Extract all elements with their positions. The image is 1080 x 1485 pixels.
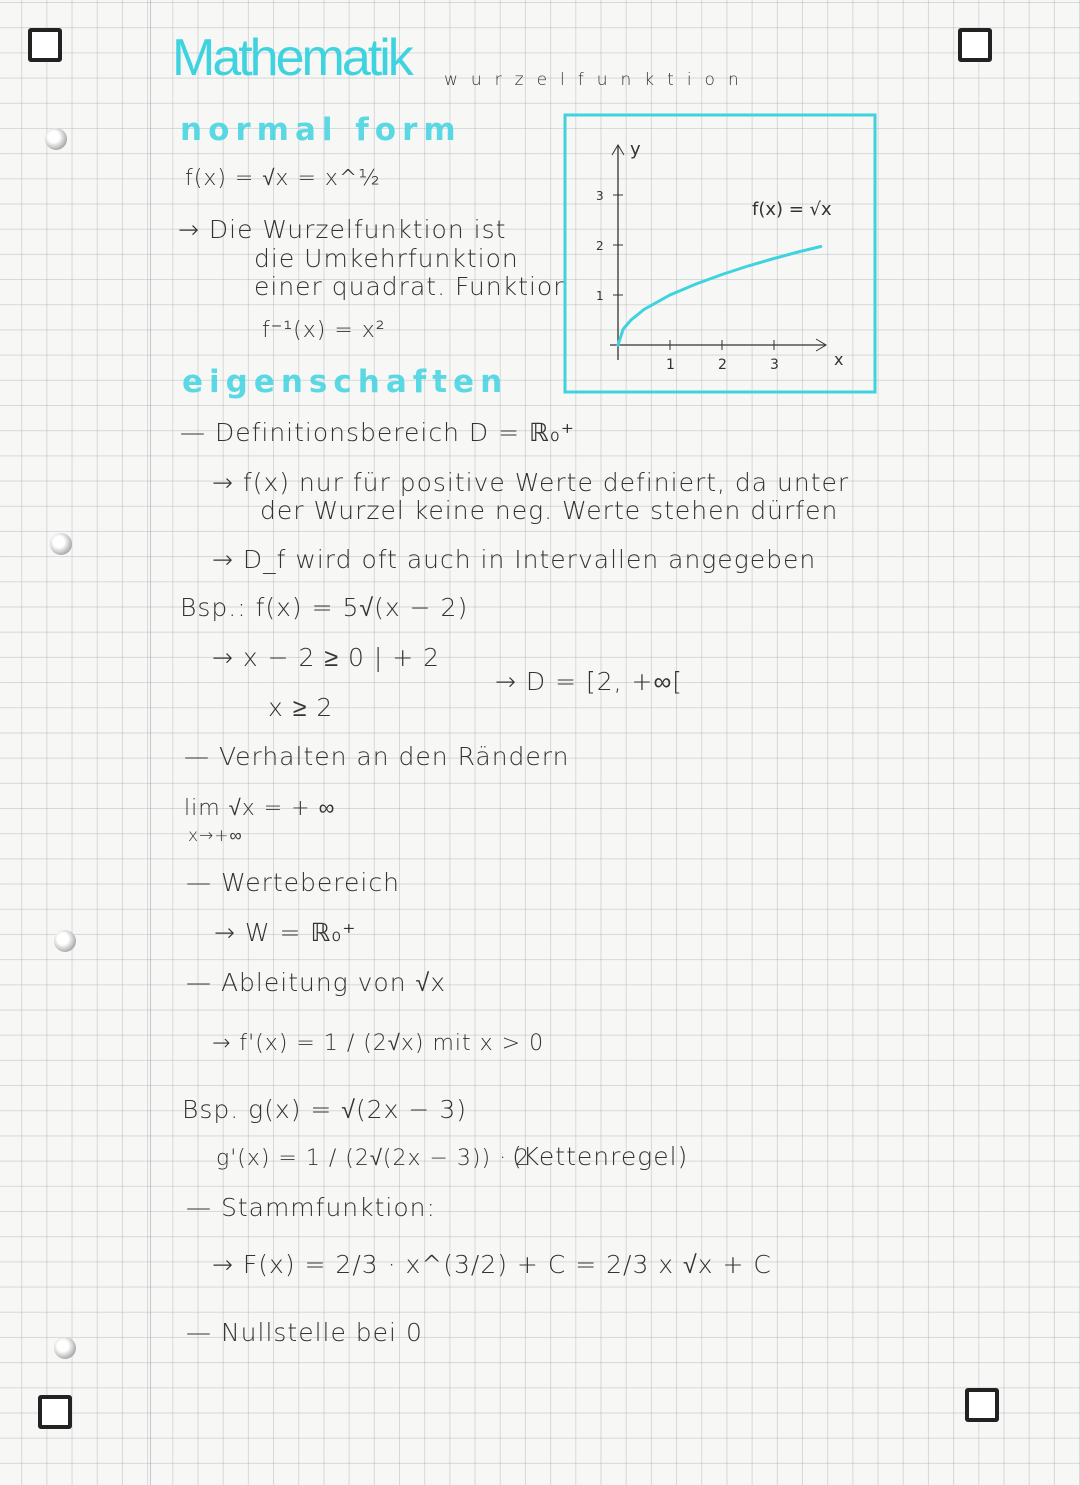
punch-hole [50, 533, 72, 555]
formula-line: → x − 2 ≥ 0 | + 2 [212, 643, 441, 672]
text-line: — Verhalten an den Rändern [184, 742, 570, 771]
punch-hole [54, 930, 76, 952]
function-curve [618, 247, 821, 346]
scan-corner-marker [958, 28, 992, 62]
text-line: — Definitionsbereich D = ℝ₀⁺ [180, 418, 575, 447]
formula-line: → D = [2, +∞[ [495, 667, 684, 696]
y-axis-label: y [630, 139, 641, 160]
formula-line: Bsp.: f(x) = 5√(x − 2) [180, 593, 469, 622]
formula-line: f⁻¹(x) = x² [262, 318, 386, 343]
punch-hole [54, 1337, 76, 1359]
page-title: Mathematik [172, 29, 411, 87]
x-tick-label: 2 [718, 357, 727, 373]
x-tick-label: 3 [770, 357, 779, 373]
punch-hole [45, 128, 67, 150]
text-line: der Wurzel keine neg. Werte stehen dürfen [260, 496, 839, 525]
scan-corner-marker [28, 28, 62, 62]
formula-line: → W = ℝ₀⁺ [214, 918, 357, 947]
formula-line: x ≥ 2 [268, 693, 334, 722]
formula-line: → F(x) = 2/3 · x^(3/2) + C = 2/3 x √x + C [212, 1250, 772, 1279]
page-subtitle: wurzelfunktion [444, 70, 752, 90]
y-tick-label: 1 [596, 289, 604, 303]
section-heading-normalform: normal form [180, 112, 462, 148]
section-heading-eigenschaften: eigenschaften [182, 364, 509, 400]
text-line: → f(x) nur für positive Werte definiert, da unter [212, 468, 850, 497]
text-line: — Nullstelle bei 0 [186, 1318, 423, 1347]
formula-line: → f'(x) = 1 / (2√x) mit x > 0 [212, 1031, 545, 1056]
curve-label: f(x) = √x [752, 199, 832, 220]
formula-line: lim √x = + ∞ [184, 796, 336, 821]
scan-corner-marker [965, 1388, 999, 1422]
y-tick-label: 3 [596, 189, 604, 203]
text-line: — Wertebereich [186, 868, 400, 897]
scan-corner-marker [38, 1395, 72, 1429]
formula-line: f(x) = √x = x^½ [185, 166, 381, 191]
text-line: einer quadrat. Funktion [254, 272, 571, 301]
text-line: → D_f wird oft auch in Intervallen angegeben [212, 545, 817, 574]
page-margin-line [150, 0, 151, 1485]
sqrt-function-graph [560, 110, 880, 400]
y-tick-label: 2 [596, 239, 604, 253]
text-line: die Umkehrfunktion [254, 244, 519, 273]
formula-subscript: x→+∞ [188, 826, 243, 846]
x-tick-label: 1 [666, 357, 675, 373]
graph-frame [565, 115, 875, 392]
text-line: (Kettenregel) [512, 1142, 689, 1171]
text-line: → Die Wurzelfunktion ist [178, 215, 507, 244]
formula-line: g'(x) = 1 / (2√(2x − 3)) · 2 [216, 1146, 531, 1171]
formula-line: Bsp. g(x) = √(2x − 3) [182, 1095, 467, 1124]
text-line: — Ableitung von √x [186, 968, 447, 997]
x-axis-label: x [834, 350, 844, 369]
text-line: — Stammfunktion: [186, 1193, 436, 1222]
